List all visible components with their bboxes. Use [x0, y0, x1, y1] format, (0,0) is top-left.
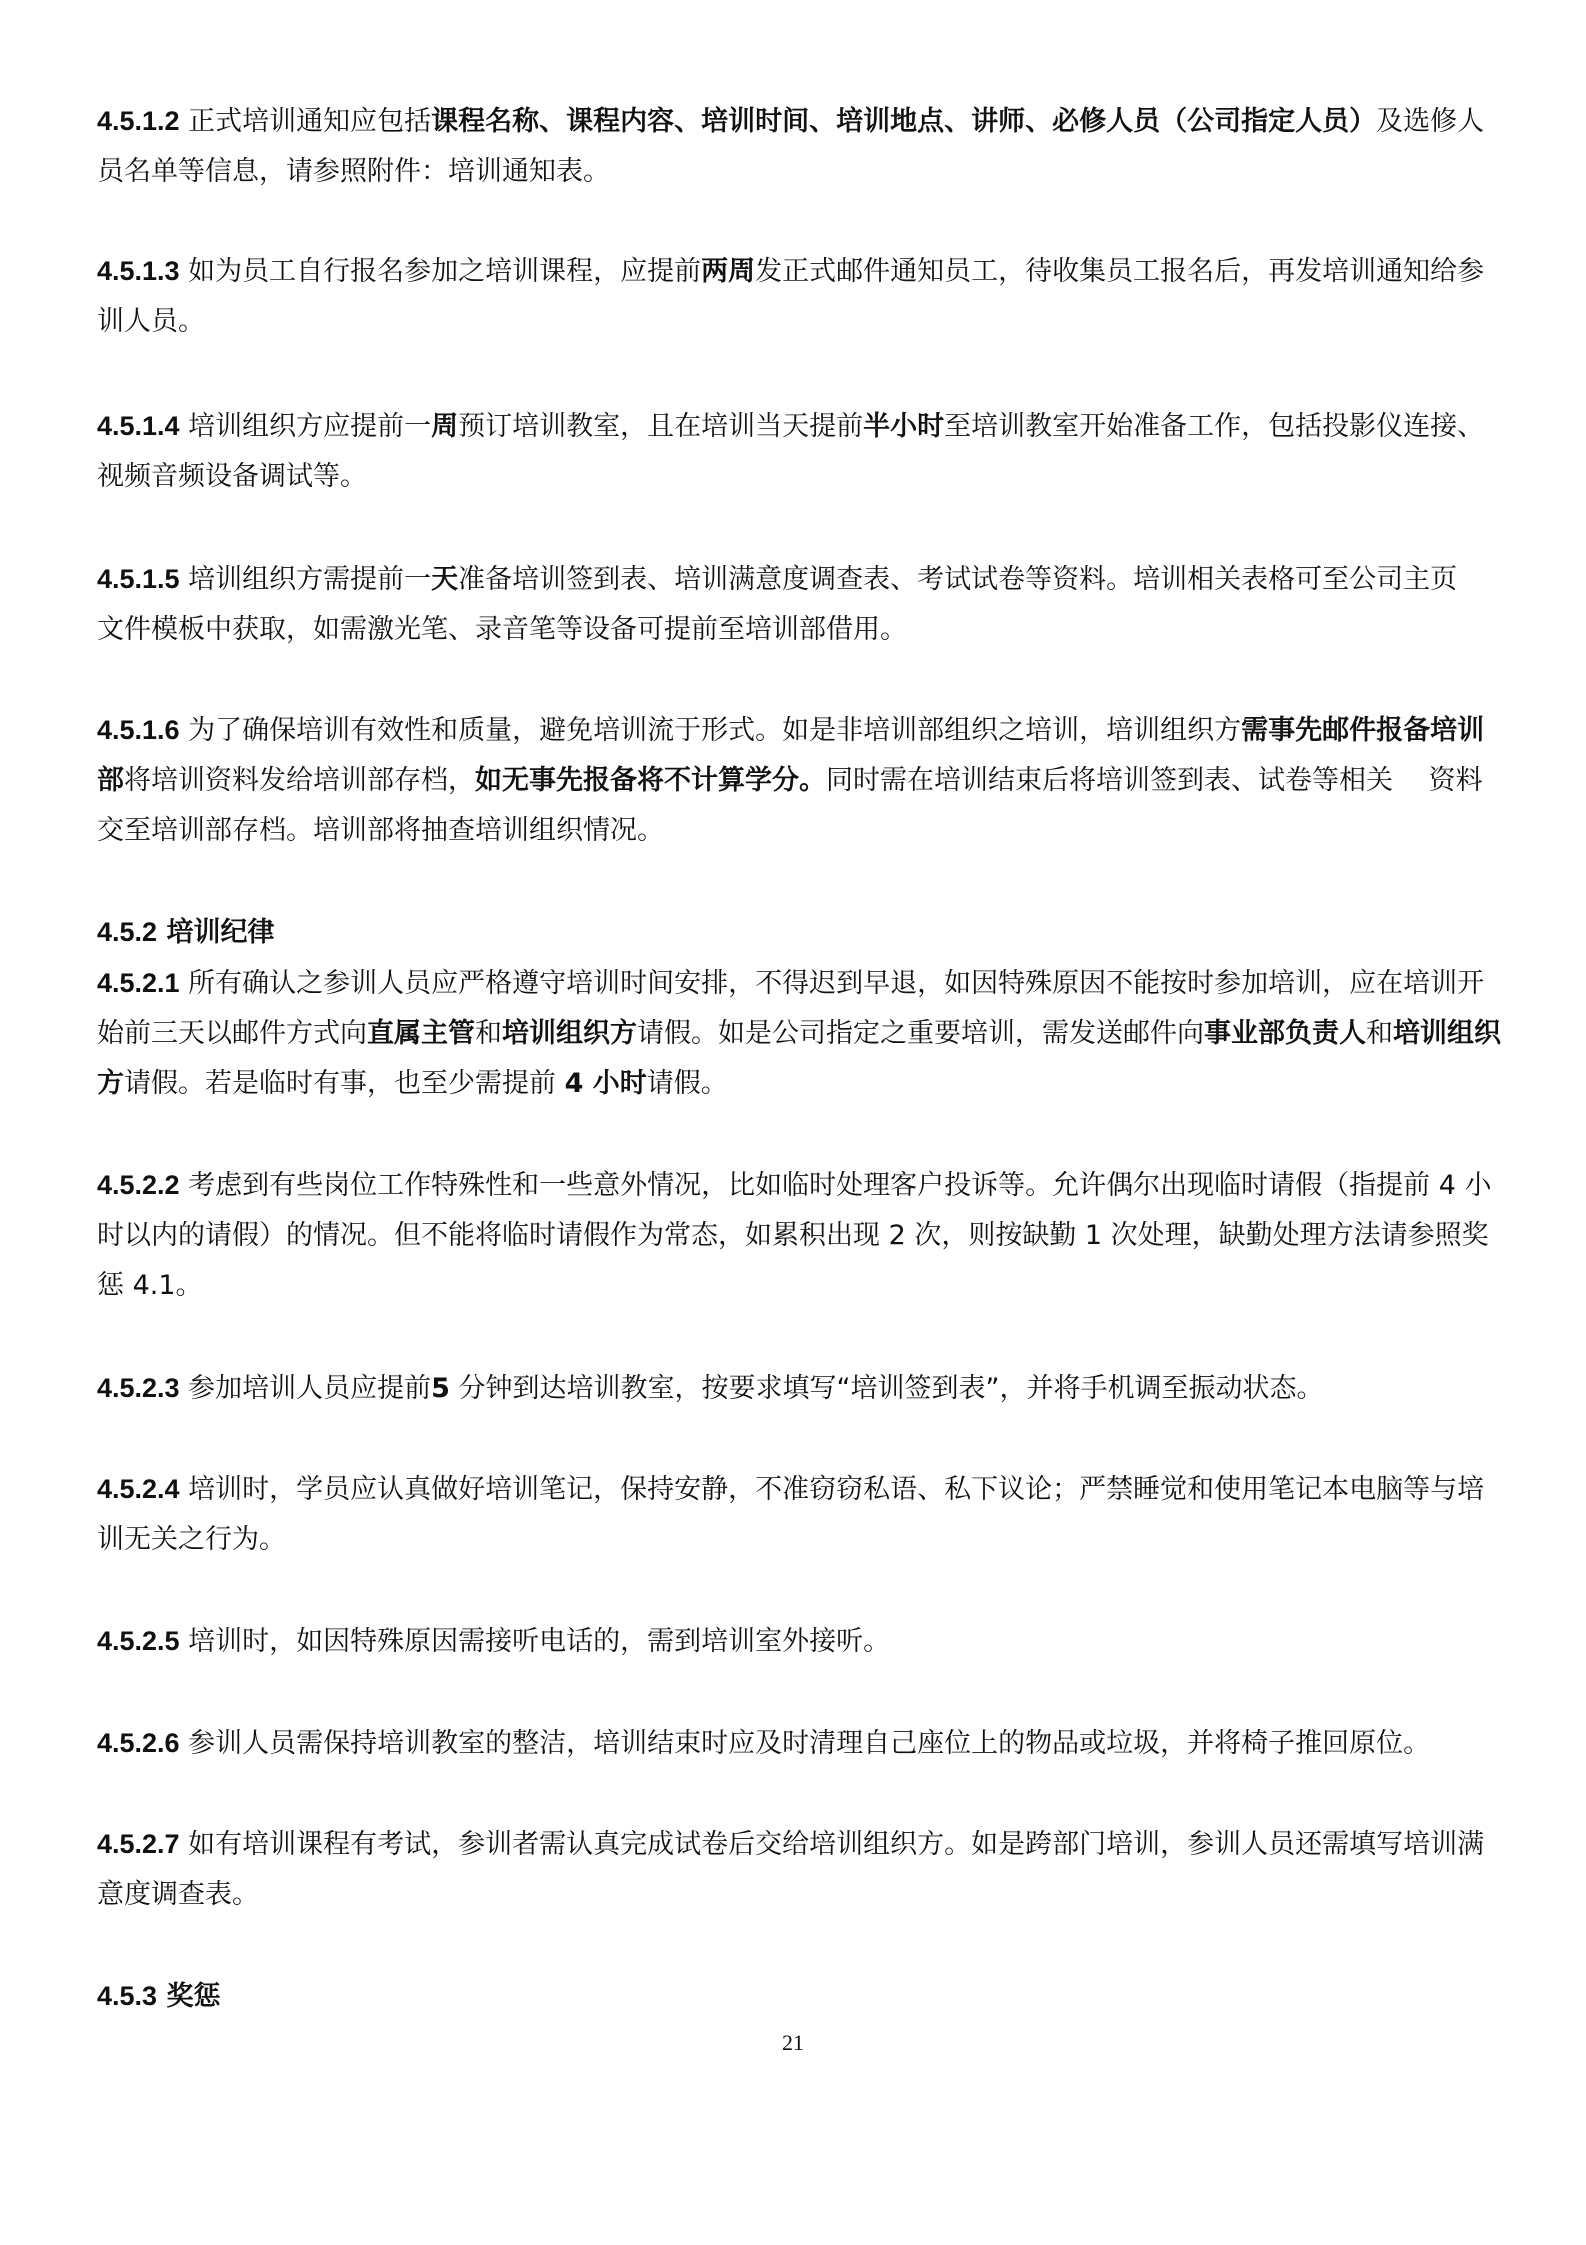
clause-text: 所有确认之参训人员应严格遵守培训时间安排，不得迟到早退，如因特殊原因不能按时参加培训，应在培训开始前三天以邮件方式向: [97, 968, 1485, 1049]
clause-text: 至培训教室开始准备工作，包括投影仪连接、: [944, 411, 1485, 442]
clause-text: 发正式邮件通知员工，待收集员工报名后，再发培训通知给参训人员。: [97, 256, 1485, 337]
clause-text: 请假。: [646, 1068, 728, 1099]
section-number: 4.5.3: [97, 1981, 158, 2011]
clause-number: 4.5.1.2: [97, 106, 180, 136]
clause-number: 4.5.2.2: [97, 1170, 180, 1200]
clause-4-5-2-3: [97, 1363, 1507, 1414]
clause-text: 和: [475, 1018, 502, 1049]
clause-text: 培训组织方应提前一: [179, 411, 432, 442]
clause-text: 及选修人员名单等信息，请参照附件：培训通知表。: [97, 106, 1485, 187]
clause-text: 培训时，学员应认真做好培训笔记，保持安静，不准窃窃私语、私下议论；严禁睡觉和使用笔记本电脑等与培训无关之行为。: [97, 1474, 1485, 1555]
clause-text: 为了确保培训有效性和质量，避免培训流于形式。如是非培训部组织之培训，培训组织方: [179, 715, 1242, 746]
clause-number: 4.5.2.1: [97, 968, 180, 998]
clause-text: 培训时，如因特殊原因需接听电话的，需到培训室外接听。: [179, 1626, 891, 1657]
clause-text-bold: 培训组织方: [97, 1018, 1501, 1099]
clause-text: 培训组织方需提前一: [179, 564, 432, 595]
clause-text-bold: 培训组织方: [502, 1018, 637, 1049]
clause-text-bold: 课程名称、课程内容、培训时间、培训地点、讲师、必修人员（公司指定人员）: [431, 106, 1377, 137]
clause-4-5-2-4: [97, 1464, 1507, 1565]
clause-4-5-1-2: [97, 96, 1507, 197]
clause-text-bold: 5: [431, 1373, 450, 1404]
clause-4-5-2-7: [97, 1819, 1507, 1920]
section-number: 4.5.2: [97, 917, 158, 947]
page-number: 21: [782, 2030, 804, 2055]
clause-4-5-2-6: [97, 1718, 1507, 1769]
clause-4-5-1-4: [97, 401, 1507, 502]
clause-text-bold: 周: [431, 411, 459, 442]
section-heading-4-5-3: [97, 1971, 1507, 2022]
clause-number: 4.5.2.7: [97, 1829, 180, 1859]
clause-text: 请假。若是临时有事，也至少需提前: [124, 1068, 565, 1099]
clause-text-bold: 需事先邮件报备培训部: [97, 715, 1485, 796]
section-title: 培训纪律: [157, 917, 275, 948]
clause-text-bold: 如无事先报备将不计算学分。: [475, 765, 826, 796]
clause-text-bold: 直属主管: [367, 1018, 475, 1049]
clause-text-bold: 两周: [701, 256, 756, 287]
clause-text: 视频音频设备调试等。: [97, 461, 367, 492]
clause-number: 4.5.2.6: [97, 1728, 180, 1758]
section-title: 奖惩: [157, 1981, 221, 2012]
clause-4-5-1-6: [97, 705, 1507, 856]
clause-text: 分钟到达培训教室，按要求填写“培训签到表”，并将手机调至振动状态。: [449, 1373, 1324, 1404]
clause-number: 4.5.1.5: [97, 564, 180, 594]
clause-text: 文件模板中获取，如需激光笔、录音笔等设备可提前至培训部借用。: [97, 614, 907, 645]
clause-4-5-1-5: [97, 554, 1507, 655]
clause-text-bold: 事业部负责人: [1204, 1018, 1366, 1049]
clause-text-bold: 4 小时: [564, 1068, 647, 1099]
clause-text: 如有培训课程有考试，参训者需认真完成试卷后交给培训组织方。如是跨部门培训，参训人员还需填写培训满意度调查表。: [97, 1829, 1485, 1910]
clause-number: 4.5.1.6: [97, 715, 180, 745]
clause-text: 考虑到有些岗位工作特殊性和一些意外情况，比如临时处理客户投诉等。允许偶尔出现临时请假（指提前 4 小时以内的请假）的情况。但不能将临时请假作为常态，如累积出现 2 次，则按缺勤 1 次处理，缺勤处理方法请参照奖惩 4.1。: [97, 1170, 1492, 1301]
clause-number: 4.5.1.4: [97, 411, 180, 441]
clause-number: 4.5.2.3: [97, 1373, 180, 1403]
clause-4-5-2-5: [97, 1616, 1507, 1667]
clause-text-bold: 半小时: [863, 411, 945, 442]
clause-number: 4.5.1.3: [97, 256, 180, 286]
clause-text: 请假。如是公司指定之重要培训，需发送邮件向: [637, 1018, 1204, 1049]
clause-text: 和: [1366, 1018, 1393, 1049]
clause-4-5-1-3: [97, 246, 1507, 347]
clause-4-5-2-2: [97, 1160, 1507, 1311]
clause-text-bold: 天: [431, 564, 459, 595]
section-heading-4-5-2: [97, 907, 1507, 958]
clause-number: 4.5.2.5: [97, 1626, 180, 1656]
clause-text: 同时需在培训结束后将培训签到表、试卷等相关 资料交至培训部存档。培训部将抽查培训组织情况。: [97, 765, 1483, 846]
clause-text: 预订培训教室，且在培训当天提前: [458, 411, 864, 442]
clause-text: 参加培训人员应提前: [179, 1373, 432, 1404]
clause-text: 参训人员需保持培训教室的整洁，培训结束时应及时清理自己座位上的物品或垃圾，并将椅子推回原位。: [179, 1728, 1431, 1759]
clause-number: 4.5.2.4: [97, 1474, 180, 1504]
clause-text: 如为员工自行报名参加之培训课程，应提前: [179, 256, 702, 287]
clause-text: 正式培训通知应包括: [179, 106, 432, 137]
clause-text: 准备培训签到表、培训满意度调查表、考试试卷等资料。培训相关表格可至公司主页: [458, 564, 1458, 595]
clause-4-5-2-1: [97, 958, 1507, 1109]
clause-text: 将培训资料发给培训部存档，: [124, 765, 475, 796]
